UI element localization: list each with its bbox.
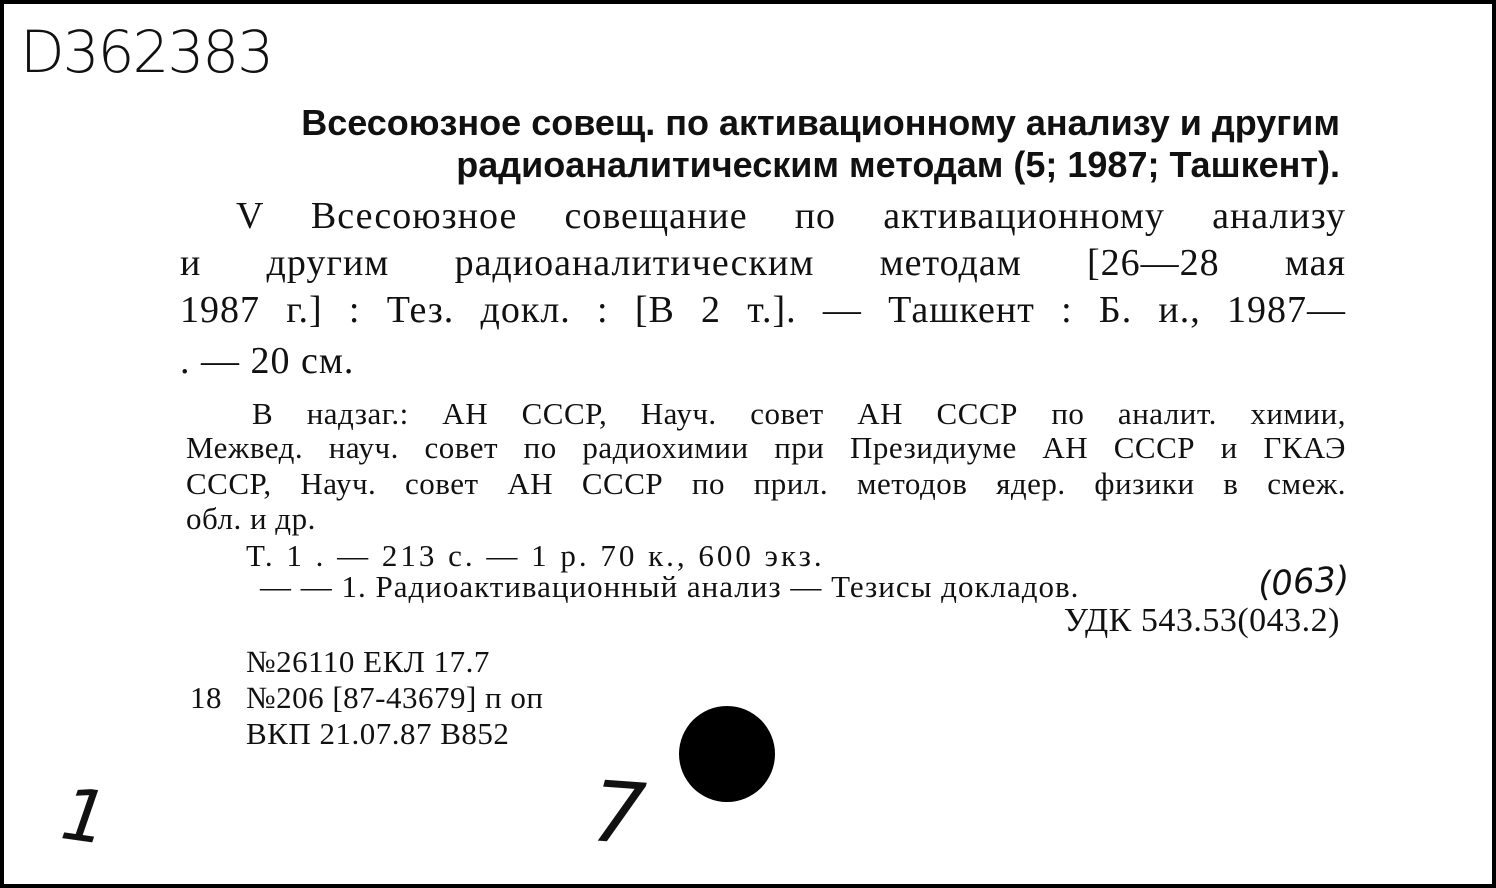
volume-line: Т. 1 . — 213 с. — 1 р. 70 к., 600 экз.: [246, 538, 825, 573]
handwritten-mark-left: 1: [56, 771, 114, 861]
registry-line-2-prefix: 18: [190, 680, 222, 715]
registry-line-2: №206 [87-43679] п оп: [246, 680, 544, 715]
heading-line-2: радиоаналитическим методам (5; 1987; Ташкент).: [456, 144, 1340, 185]
subject-line: — — 1. Радиоактивационный анализ — Тезисы докладов.: [260, 569, 1080, 604]
note-line-3: СССР, Науч. совет АН СССР по прил. методов ядер. физики в смеж.: [186, 466, 1346, 501]
heading-line-1: Всесоюзное совещ. по активационному анализу и другим: [301, 102, 1340, 143]
registry-line-3: ВКП 21.07.87 В852: [246, 716, 510, 751]
card-number: D362383: [20, 18, 273, 86]
punched-hole-mark: [679, 706, 775, 802]
handwritten-code: (063): [1256, 558, 1351, 606]
title-line-3: 1987 г.] : Тез. докл. : [В 2 т.]. — Ташкент : Б. и., 1987—: [180, 289, 1346, 331]
title-line-2: и другим радиоаналитическим методам [26—28 мая: [180, 242, 1346, 284]
udc-line: УДК 543.53(043.2): [1063, 602, 1340, 639]
title-line-1: V Всесоюзное совещание по активационному анализу: [236, 195, 1346, 237]
handwritten-mark-center: 7: [588, 762, 649, 864]
note-line-2: Межвед. науч. совет по радиохимии при Президиуме АН СССР и ГКАЭ: [186, 430, 1346, 465]
note-line-1: В надзаг.: АН СССР, Науч. совет АН СССР по аналит. химии,: [252, 396, 1346, 431]
registry-line-1: №26110 ЕКЛ 17.7: [246, 644, 490, 679]
note-line-4: обл. и др.: [186, 501, 316, 536]
title-line-4: . — 20 см.: [180, 340, 355, 382]
